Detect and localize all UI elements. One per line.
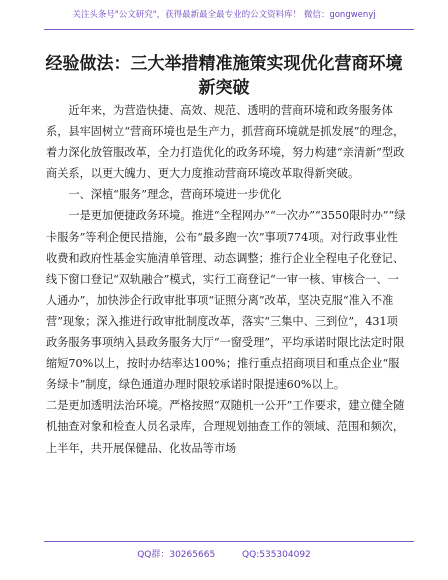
header-banner: 关注头条号"公文研究"，获得最新最全最专业的公文资料库！ 微信：gongwenyj bbox=[72, 10, 376, 20]
body-paragraph: 二是更加透明法治环境。严格按照“双随机一公开”工作要求，建立健全随机抽查对象和检查人员名录库，合理规划抽查工作的领域、范围和频次，上半年，共开展保健品、化妆品等市场 bbox=[46, 399, 405, 455]
footer-qq: QQ:535304092 bbox=[242, 550, 311, 560]
document-title: 经验做法：三大举措精准施策实现优化营商环境新突破 bbox=[45, 54, 403, 98]
footer bbox=[0, 547, 448, 560]
document-body bbox=[46, 100, 406, 459]
intro-paragraph: 近年来，为营造快捷、高效、规范、透明的营商环境和政务服务体系，县牢固树立“营商环境也是生产力，抓营商环境就是抓发展”的理念，着力深化放管服改革，全力打造优化的政务环境，努力构建“亲清新”型政商关系，以更大魄力、更大力度推动营商环境改革取得新突破。 bbox=[46, 104, 405, 181]
section-heading: 一、深植“服务”理念，营商环境进一步优化 bbox=[68, 188, 282, 202]
footer-qq-group: QQ群：30265665 bbox=[137, 550, 216, 560]
footer-divider bbox=[44, 541, 414, 542]
header-divider bbox=[44, 29, 414, 30]
body-paragraph: 一是更加便捷政务环境。推进“全程网办”“一次办”“3550限时办”“绿卡服务”等利企便民措施，公布“最多跑一次”事项774项。对行政事业性收费和政府性基金实施清单管理、动态调整；推行企业全程电子化登记、线下窗口登记“双轨融合”模式，实行工商登记“一审一核、审核合一、一人通办”，加快涉企行政审批事项“证照分离”改革，坚决克服“准入不准营”现象；深入推进行政审批制度改革，落实“三集中、三到位”，431项政务服务事项纳入县政务服务大厅“一窗受理”，平均承诺时限比法定时限缩短70%以上，按时办结率达100%；推行重点招商项目和重点企业“服务绿卡”制度，绿色通道办理时限较承诺时限提速60%以上。 bbox=[46, 209, 406, 392]
